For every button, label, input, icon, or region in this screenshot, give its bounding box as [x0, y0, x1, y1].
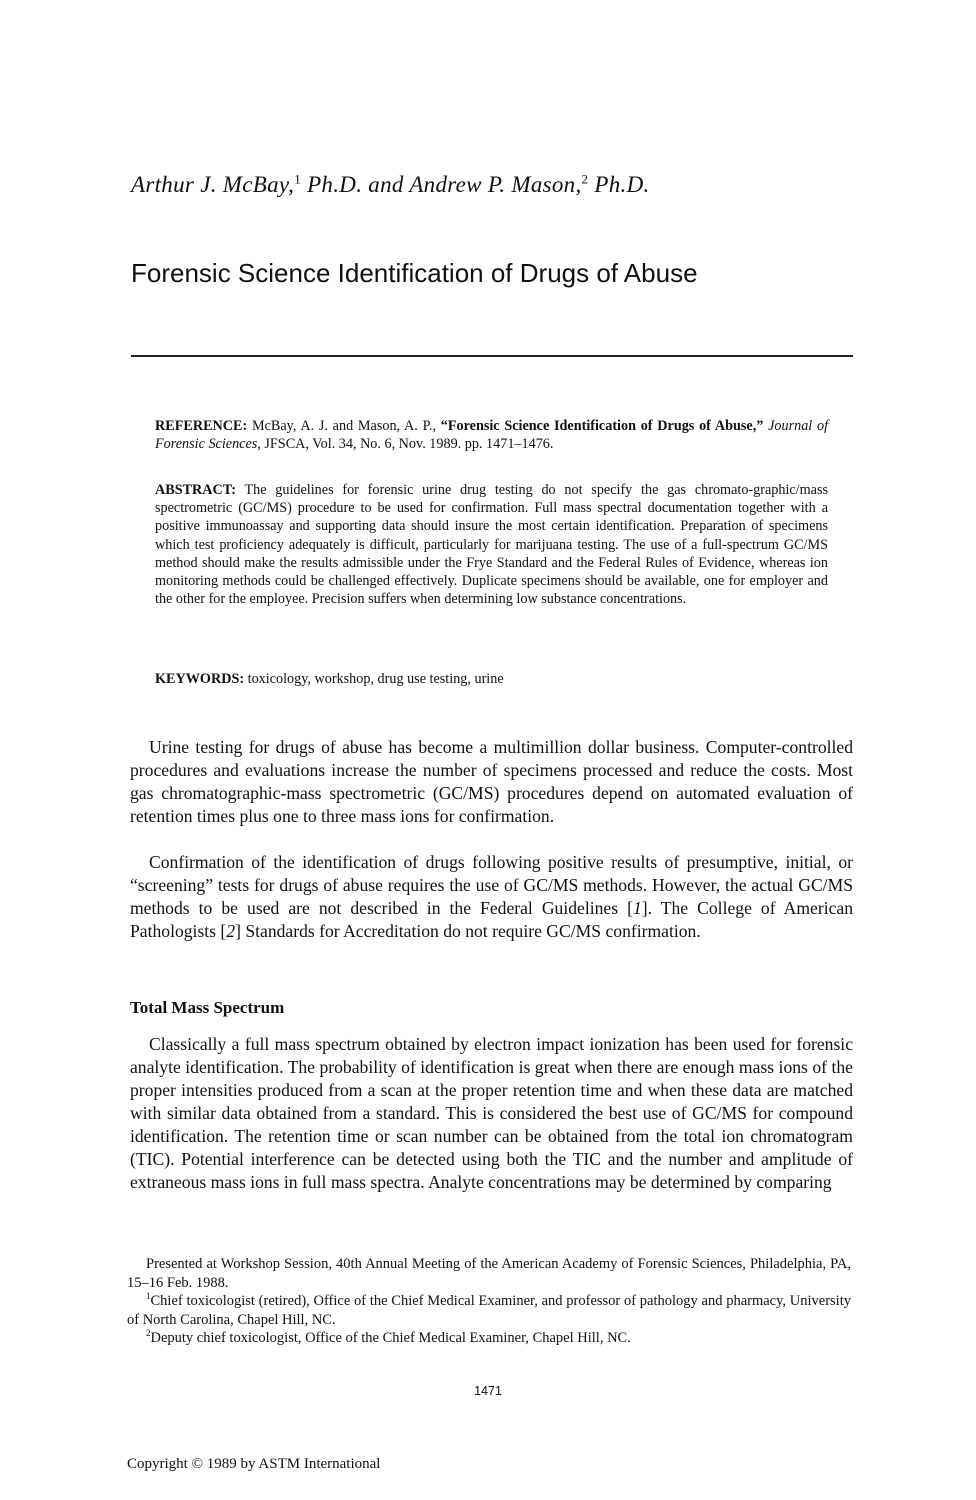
reference-citation: JFSCA, Vol. 34, No. 6, Nov. 1989. pp. 1471–1476.: [260, 436, 554, 453]
reference-article-title: “Forensic Science Identification of Drugs of Abuse,”: [440, 418, 764, 434]
title-divider: [131, 355, 853, 357]
reference-block: [155, 417, 828, 453]
keywords-block: [155, 670, 828, 688]
citation-ref-1: 1: [632, 898, 642, 918]
paragraph-2-text-c: ] Standards for Accreditation do not require GC/MS confirmation.: [235, 921, 701, 941]
copyright-notice: Copyright © 1989 by ASTM International: [127, 1456, 381, 1472]
footnote-2-mark: 2: [146, 1328, 151, 1339]
affiliation-mark-1: 1: [294, 171, 302, 187]
footnote-1: [127, 1292, 851, 1329]
footnote-1-text: Chief toxicologist (retired), Office of the Chief Medical Examiner, and professor of pathology and pharmacy, University of North Carolina, Chapel Hill, NC.: [127, 1293, 851, 1328]
author-2: Ph.D. and Andrew P. Mason,: [301, 172, 582, 197]
citation-ref-2: 2: [226, 921, 236, 941]
affiliation-mark-2: 2: [581, 171, 589, 187]
reference-authors: McBay, A. J. and Mason, A. P.,: [247, 418, 441, 434]
footnote-1-mark: 1: [146, 1291, 151, 1302]
section-heading: Total Mass Spectrum: [130, 998, 285, 1017]
paragraph-2-text-b: ]. The College of American Pathologists [: [130, 898, 853, 941]
footnotes: [127, 1255, 851, 1348]
abstract-text: The guidelines for forensic urine drug testing do not specify the gas chromato-graphic/mass spectrometric (GC/MS) procedure to be used for confirmation. Full mass spectral documentation together with a positive immunoassay and supporting data should insure the most certain identification. Preparation of specimens which test proficiency adequately is difficult, particularly for marijuana testing. The use of a full-spectrum GC/MS method should make the results admissible under the Frye Standard and the Federal Rules of Evidence, whereas ion monitoring methods could be challenged effectively. Duplicate specimens should be available, one for employer and the other for the employee. Precision suffers when determining low substance concentrations.: [155, 482, 828, 608]
keywords-label: KEYWORDS:: [155, 671, 245, 687]
abstract-block: [155, 481, 828, 608]
reference-journal: Journal of Forensic Sciences,: [155, 418, 829, 453]
author-degree: Ph.D.: [588, 172, 650, 197]
footnote-2-text: Deputy chief toxicologist, Office of the Chief Medical Examiner, Chapel Hill, NC.: [150, 1330, 631, 1346]
abstract-label: ABSTRACT:: [155, 482, 236, 498]
body-paragraph-2: [130, 851, 853, 943]
footnote-presented: Presented at Workshop Session, 40th Annual Meeting of the American Academy of Forensic Sciences, Philadelphia, PA, 15–16 Feb. 1988.: [127, 1256, 851, 1291]
page-number: 1471: [474, 1384, 502, 1398]
footnote-2: [127, 1329, 851, 1348]
author-line: [131, 172, 650, 198]
paper-title: Forensic Science Identification of Drugs of Abuse: [131, 258, 698, 288]
paragraph-2-text-a: Confirmation of the identification of drugs following positive results of presumptive, initial, or “screening” tests for drugs of abuse requires the use of GC/MS methods. However, the actual GC/MS methods to be used are not described in the Federal Guidelines [: [130, 852, 853, 918]
keywords-text: toxicology, workshop, drug use testing, urine: [244, 671, 504, 687]
body-paragraph-3: Classically a full mass spectrum obtained by electron impact ionization has been used for forensic analyte identification. The probability of identification is great when there are enough mass ions of the proper intensities produced from a scan at the proper retention time and when these data are matched with similar data obtained from a standard. This is considered the best use of GC/MS for compound identification. The retention time or scan number can be obtained from the total ion chromatogram (TIC). Potential interference can be detected using both the TIC and the number and amplitude of extraneous mass ions in full mass spectra. Analyte concentrations may be determined by comparing: [130, 1034, 853, 1192]
author-1: Arthur J. McBay,: [131, 172, 295, 197]
body-paragraph-1: Urine testing for drugs of abuse has become a multimillion dollar business. Computer-controlled procedures and evaluations increase the number of specimens processed and reduce the costs. Most gas chromatographic-mass spectrometric (GC/MS) procedures depend on automated evaluation of retention times plus one to three mass ions for confirmation.: [130, 737, 853, 826]
reference-label: REFERENCE:: [155, 418, 248, 434]
